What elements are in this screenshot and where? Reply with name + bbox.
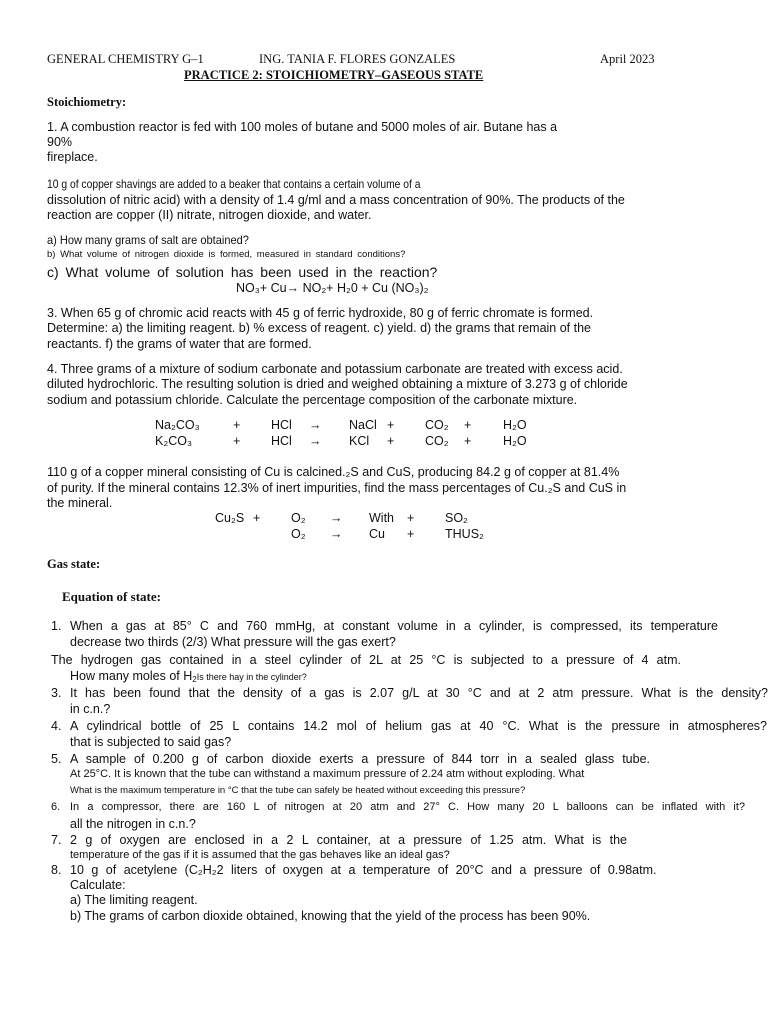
gas-problem-7-line: 2 g of oxygen are enclosed in a 2 L container, at a pressure of 1.25 atm. What is the	[70, 833, 627, 847]
date: April 2023	[600, 52, 655, 66]
problem-3-line: 3. When 65 g of chromic acid reacts with 45 g of ferric hydroxide, 80 g of ferric chromate is formed.	[47, 306, 594, 320]
gas-problem-6-line: all the nitrogen in c.n.?	[70, 817, 196, 831]
question-a: a) How many grams of salt are obtained?	[47, 233, 249, 247]
eq-arrow: →	[309, 434, 322, 448]
item-number: 1.	[51, 619, 62, 633]
text: How many moles of H	[70, 669, 193, 683]
section-heading-gas: Gas state:	[47, 557, 101, 571]
text: Is there hay in the cylinder?	[196, 672, 307, 682]
gas-problem-1-line: decrease two thirds (2/3) What pressure will the gas exert?	[70, 635, 396, 649]
eq-product: THUS₂	[445, 527, 484, 541]
problem-1-line: fireplace.	[47, 150, 98, 164]
problem-2-line: 10 g of copper shavings are added to a beaker that contains a certain volume of a	[47, 177, 421, 191]
item-number: 4.	[51, 719, 62, 733]
eq-product: CO₂	[425, 418, 449, 432]
eq-plus: +	[407, 527, 415, 541]
eq-plus: +	[233, 434, 241, 448]
eq-plus: +	[464, 418, 472, 432]
gas-problem-8-line: Calculate:	[70, 878, 126, 892]
problem-2-line: reaction are copper (II) nitrate, nitrogen dioxide, and water.	[47, 208, 372, 222]
subscript: 2	[192, 675, 197, 684]
section-heading-stoichiometry: Stoichiometry:	[47, 95, 127, 109]
gas-problem-1-line: When a gas at 85° C and 760 mmHg, at constant volume in a cylinder, is compressed, its temperature	[70, 619, 718, 633]
eq-reactant: O₂	[291, 511, 306, 525]
gas-problem-8-line: 10 g of acetylene (C₂H₂2 liters of oxygen at a temperature of 20°C and a pressure of 0.98atm.	[70, 863, 657, 877]
gas-problem-7-line: temperature of the gas if it is assumed that the gas behaves like an ideal gas?	[70, 849, 450, 861]
eq-product: NaCl	[349, 418, 377, 432]
problem-1-line: 1. A combustion reactor is fed with 100 moles of butane and 5000 moles of air. Butane has a	[47, 120, 558, 134]
item-number: 5.	[51, 752, 62, 766]
problem-2-line: dissolution of nitric acid) with a density of 1.4 g/ml and a mass concentration of 90%. The products of the	[47, 193, 625, 207]
eq-plus: +	[464, 434, 472, 448]
subheading-equation-of-state: Equation of state:	[62, 589, 161, 604]
eq-arrow: →	[309, 418, 322, 432]
problem-5-line: 110 g of a copper mineral consisting of Cu is calcined.₂S and CuS, producing 84.2 g of copper at 81.4%	[47, 465, 620, 479]
question-b: b) What volume of nitrogen dioxide is formed, measured in standard conditions?	[47, 249, 406, 260]
eq-plus: +	[407, 511, 415, 525]
item-number: 7.	[51, 833, 62, 847]
gas-problem-4-line: that is subjected to said gas?	[70, 735, 232, 749]
problem-5-line: of purity. If the mineral contains 12.3% of inert impurities, find the mass percentages of Cu.₂S and CuS in	[47, 481, 627, 495]
eq-product: Cu	[369, 527, 385, 541]
eq-reactant: K₂CO₃	[155, 434, 193, 448]
gas-problem-5-line: What is the maximum temperature in °C that the tube can safely be heated without exceeding this pressure?	[70, 785, 526, 796]
item-number: 6.	[51, 801, 61, 813]
question-c: c) What volume of solution has been used in the reaction?	[47, 264, 438, 280]
item-number: 8.	[51, 863, 62, 877]
eq-plus: +	[387, 434, 395, 448]
eq-reactant: HCl	[271, 434, 292, 448]
copper-nitric-equation: NO₃+ Cu→ NO₂+ H₂0 + Cu (NO₃)₂	[236, 281, 429, 295]
eq-plus: +	[387, 418, 395, 432]
gas-problem-3-line: It has been found that the density of a gas is 2.07 g/L at 30 °C and at 2 atm pressure. What is the density?	[70, 686, 768, 700]
problem-4-line: diluted hydrochloric. The resulting solution is dried and weighed obtaining a mixture of 3.273 g of chloride	[47, 377, 628, 391]
problem-3-line: Determine: a) the limiting reagent. b) % excess of reagent. c) yield. d) the grams that remain of the	[47, 321, 592, 335]
page-title: PRACTICE 2: STOICHIOMETRY–GASEOUS STATE	[184, 68, 484, 82]
eq-plus: +	[253, 511, 261, 525]
eq-reactant: Na₂CO₃	[155, 418, 200, 432]
teacher-name: ING. TANIA F. FLORES GONZALES	[259, 52, 456, 66]
eq-plus: +	[233, 418, 241, 432]
problem-4-line: 4. Three grams of a mixture of sodium carbonate and potassium carbonate are treated with excess acid.	[47, 362, 623, 376]
eq-arrow: →	[330, 527, 343, 541]
gas-problem-5-line: A sample of 0.200 g of carbon dioxide exerts a pressure of 844 torr in a sealed glass tube.	[70, 752, 650, 766]
eq-arrow: →	[330, 511, 343, 525]
problem-3-line: reactants. f) the grams of water that are formed.	[47, 337, 312, 351]
eq-product: H₂O	[503, 418, 527, 432]
item-number: 3.	[51, 686, 62, 700]
eq-reactant: HCl	[271, 418, 292, 432]
gas-problem-3-line: in c.n.?	[70, 702, 111, 716]
eq-product: H₂O	[503, 434, 527, 448]
gas-problem-4-line: A cylindrical bottle of 25 L contains 14.2 mol of helium gas at 40 °C. What is the pressure in atmospheres?	[70, 719, 767, 733]
eq-product: CO₂	[425, 434, 449, 448]
gas-problem-2-line	[70, 669, 307, 684]
problem-1-line: 90%	[47, 135, 73, 149]
eq-reactant: Cu₂S	[215, 511, 245, 525]
eq-reactant: O₂	[291, 527, 306, 541]
problem-5-line: the mineral.	[47, 496, 113, 510]
gas-problem-5-line: At 25°C. It is known that the tube can withstand a maximum pressure of 2.24 atm without exploding. What	[70, 768, 585, 780]
gas-problem-2-line: The hydrogen gas contained in a steel cylinder of 2L at 25 °C is subjected to a pressure of 4 atm.	[51, 653, 681, 667]
eq-product: SO₂	[445, 511, 468, 525]
gas-problem-6-line: In a compressor, there are 160 L of nitrogen at 20 atm and 27° C. How many 20 L balloons can be inflated with it?	[70, 801, 745, 813]
gas-problem-8-line: b) The grams of carbon dioxide obtained, knowing that the yield of the process has been 90%.	[70, 909, 591, 923]
eq-product: KCl	[349, 434, 370, 448]
problem-4-line: sodium and potassium chloride. Calculate the percentage composition of the carbonate mixture.	[47, 393, 578, 407]
eq-product: With	[369, 511, 394, 525]
gas-problem-8-line: a) The limiting reagent.	[70, 893, 198, 907]
course-name: GENERAL CHEMISTRY G–1	[47, 52, 204, 66]
